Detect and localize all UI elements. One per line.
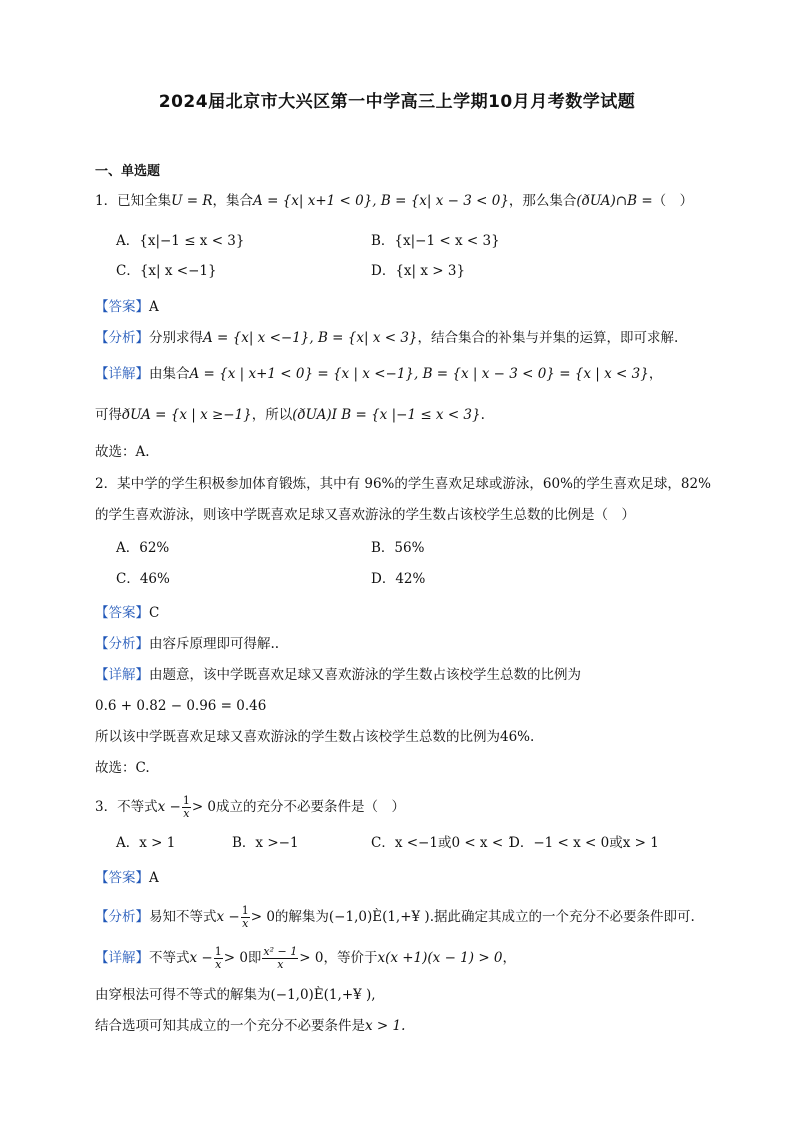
fraction-denominator: x xyxy=(215,958,222,971)
analysis-text: .据此确定其成立的一个充分不必要条件即可. xyxy=(429,909,695,925)
fraction-numerator: 1 xyxy=(182,794,190,807)
detail-text: . xyxy=(480,407,485,423)
detail-math: > 0即 xyxy=(223,950,262,966)
q3-stem xyxy=(95,795,405,820)
q2-answer xyxy=(95,603,159,623)
detail-math: > 0 xyxy=(299,950,324,966)
section-heading: 一、单选题 xyxy=(95,164,161,179)
q3-fraction xyxy=(182,795,191,820)
analysis-fraction xyxy=(241,905,250,930)
q2-detail-line1 xyxy=(95,665,581,685)
q1-option-b: B．{x|−1 < x < 3} xyxy=(371,233,500,249)
detail-text: 结合选项可知其成立的一个充分不必要条件是 xyxy=(95,1018,365,1034)
fraction-numerator: 1 xyxy=(241,904,249,917)
q3-option-d: D．−1 < x < 0或x > 1 xyxy=(509,835,659,851)
detail-text: 可得 xyxy=(95,407,122,423)
detail-text: ，所以 xyxy=(251,407,293,423)
detail-math: A = {x | x+1 < 0} = {x | x <−1}, B = {x | x − 3 < 0} = {x | x < 3} xyxy=(189,366,649,382)
q2-detail-line3: 所以该中学既喜欢足球又喜欢游泳的学生数占该校学生总数的比例为46%. xyxy=(95,729,535,745)
q3-option-c: C．x <−1或0 < x < 1 xyxy=(371,835,517,851)
detail-text: ， xyxy=(648,366,663,382)
q1-detail-line1 xyxy=(95,364,662,384)
detail-math: x > 1. xyxy=(365,1018,406,1034)
detail-tag: 【详解】 xyxy=(95,950,149,966)
q2-analysis xyxy=(95,634,279,654)
q1-sets: A = {x| x+1 < 0}, B = {x| x − 3 < 0} xyxy=(253,193,509,209)
q1-option-d: D．{x| x > 3} xyxy=(371,263,466,279)
q1-analysis xyxy=(95,328,678,348)
q3-option-a: A．x > 1 xyxy=(116,835,176,851)
q1-universal-set: U = R xyxy=(171,193,213,209)
q1-option-a: A．{x|−1 ≤ x < 3} xyxy=(116,233,245,249)
fraction-numerator: 1 xyxy=(214,945,222,958)
detail-math: x − xyxy=(189,950,213,966)
analysis-text: 由容斥原理即可得解.. xyxy=(149,636,280,652)
q1-blank: （ ） xyxy=(652,193,694,209)
fraction-denominator: x xyxy=(277,958,284,971)
detail-tag: 【详解】 xyxy=(95,366,149,382)
q2-option-d: D．42% xyxy=(371,571,426,587)
q3-analysis xyxy=(95,905,695,930)
detail-text: ， xyxy=(502,950,517,966)
answer-value: A xyxy=(149,870,159,886)
q1-stem-text: ，那么集合 xyxy=(508,193,577,209)
detail-fraction-2 xyxy=(262,946,298,971)
q3-option-b: B．x >−1 xyxy=(232,835,299,851)
detail-text: ，等价于 xyxy=(323,950,378,966)
q3-detail-line3 xyxy=(95,1016,405,1036)
answer-tag: 【答案】 xyxy=(95,605,149,621)
q2-option-b: B．56% xyxy=(371,540,425,556)
q1-expression: (ðUA)∩B = xyxy=(576,193,653,209)
q1-option-c: C．{x| x <−1} xyxy=(116,263,217,279)
q1-stem-text: ，集合 xyxy=(212,193,254,209)
detail-math: ðUA = {x | x ≥−1} xyxy=(122,407,252,423)
analysis-math: > 0的解集为(−1,0)È(1,+¥ ) xyxy=(250,909,430,925)
q3-math: x − xyxy=(157,799,181,815)
detail-text: 不等式 xyxy=(149,950,190,966)
analysis-tag: 【分析】 xyxy=(95,909,149,925)
q2-option-a: A．62% xyxy=(116,540,170,556)
detail-math: (ðUA)I B = {x |−1 ≤ x < 3} xyxy=(292,407,481,423)
q3-answer xyxy=(95,868,159,888)
detail-text: 由题意，该中学既喜欢足球又喜欢游泳的学生数占该校学生总数的比例为 xyxy=(149,667,581,683)
detail-text: 由集合 xyxy=(149,366,190,382)
answer-tag: 【答案】 xyxy=(95,870,149,886)
answer-value: A xyxy=(149,299,159,315)
detail-fraction xyxy=(214,946,223,971)
q3-detail-line1 xyxy=(95,946,516,971)
q2-detail-line2: 0.6 + 0.82 − 0.96 = 0.46 xyxy=(95,698,267,714)
q3-stem-text: 3．不等式 xyxy=(95,799,158,815)
analysis-math: A = {x| x <−1}, B = {x| x < 3} xyxy=(203,330,418,346)
detail-math: x(x +1)(x − 1) > 0 xyxy=(377,950,503,966)
q1-detail-line2 xyxy=(95,405,485,425)
answer-tag: 【答案】 xyxy=(95,299,149,315)
q2-stem-line1: 2．某中学的学生积极参加体育锻炼，其中有 96%的学生喜欢足球或游泳，60%的学生喜欢足球，82% xyxy=(95,476,711,492)
q2-choice: 故选：C. xyxy=(95,760,150,776)
analysis-text: 易知不等式 xyxy=(149,909,217,925)
analysis-tag: 【分析】 xyxy=(95,330,149,346)
q2-option-c: C．46% xyxy=(116,571,170,587)
fraction-denominator: x xyxy=(183,807,190,820)
q1-stem xyxy=(95,191,693,211)
q3-stem-text: > 0成立的充分不必要条件是（ ） xyxy=(191,799,406,815)
q1-choice: 故选：A. xyxy=(95,444,150,460)
analysis-tag: 【分析】 xyxy=(95,636,149,652)
page-title: 2024届北京市大兴区第一中学高三上学期10月月考数学试题 xyxy=(158,92,636,112)
analysis-text: ，结合集合的补集与并集的运算，即可求解. xyxy=(417,330,679,346)
answer-value: C xyxy=(149,605,160,621)
q2-stem-line2: 的学生喜欢游泳，则该中学既喜欢足球又喜欢游泳的学生数占该校学生总数的比例是（ ） xyxy=(95,507,635,523)
analysis-text: 分别求得 xyxy=(149,330,203,346)
q1-answer xyxy=(95,297,159,317)
detail-tag: 【详解】 xyxy=(95,667,149,683)
analysis-math: x − xyxy=(216,909,240,925)
q3-detail-line2: 由穿根法可得不等式的解集为(−1,0)È(1,+¥ ), xyxy=(95,987,376,1003)
fraction-denominator: x xyxy=(242,917,249,930)
q1-stem-text: 1．已知全集 xyxy=(95,193,172,209)
fraction-numerator: x² − 1 xyxy=(263,945,298,958)
